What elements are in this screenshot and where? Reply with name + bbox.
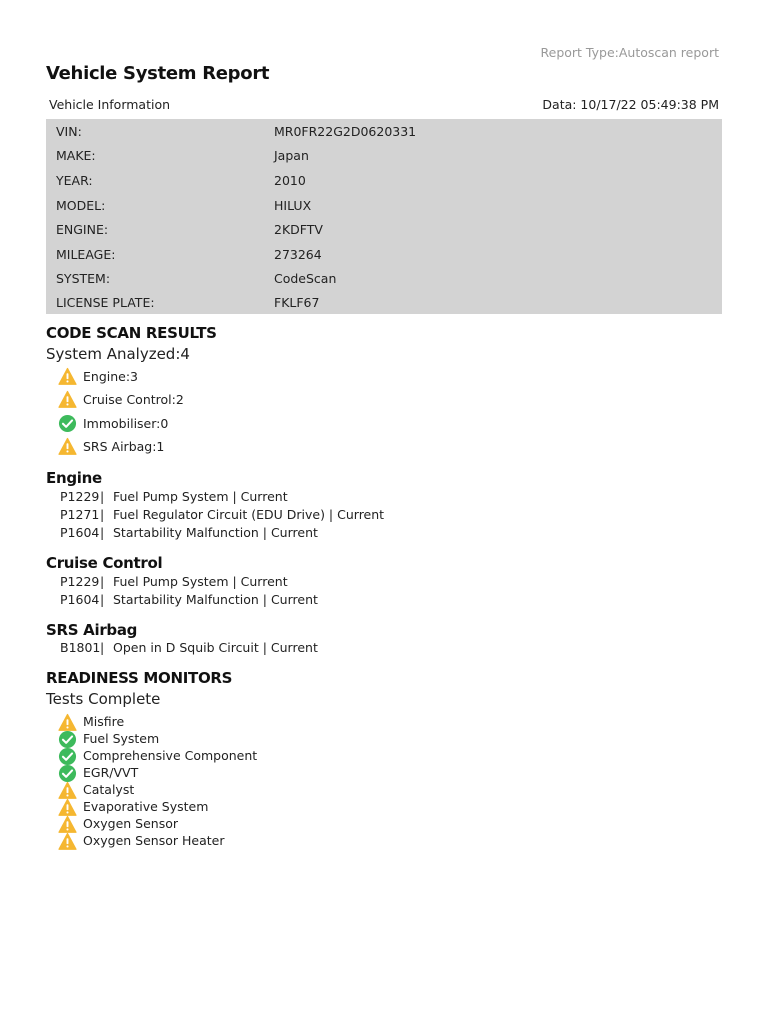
dtc-separator: | [100,489,105,504]
cruise-control-heading: Cruise Control [46,554,163,572]
monitor-label: Comprehensive Component [83,748,258,763]
dtc-row [60,525,318,540]
monitor-label: EGR/VVT [83,765,139,780]
report-date: Data: 10/17/22 05:49:38 PM [542,97,719,112]
monitor-label: Evaporative System [83,799,209,814]
system-status-label: SRS Airbag:1 [83,439,165,454]
dtc-description: Fuel Pump System | Current [113,489,288,504]
dtc-row [60,507,384,522]
dtc-description: Startability Malfunction | Current [113,525,318,540]
monitor-label: Misfire [83,714,125,729]
info-row-system [46,267,722,291]
info-value: 273264 [274,247,322,262]
dtc-code: P1229 [60,574,100,589]
warning-icon [58,437,77,456]
dtc-separator: | [100,574,105,589]
info-value: CodeScan [274,271,337,286]
srs-airbag-heading: SRS Airbag [46,621,138,639]
readiness-heading: READINESS MONITORS [46,669,233,687]
info-row-mileage [46,243,722,267]
dtc-separator: | [100,640,105,655]
info-value: Japan [274,148,309,163]
info-row-year [46,169,722,193]
info-key: ENGINE: [56,222,109,237]
dtc-separator: | [100,507,105,522]
info-key: YEAR: [56,173,93,188]
dtc-separator: | [100,525,105,540]
info-row-model [46,194,722,218]
system-status-label: Immobiliser:0 [83,416,169,431]
dtc-row [60,640,318,655]
engine-heading: Engine [46,469,102,487]
monitor-label: Fuel System [83,731,160,746]
info-row-engine [46,218,722,242]
dtc-row [60,592,318,607]
info-key: MAKE: [56,148,96,163]
info-key: LICENSE PLATE: [56,295,155,310]
dtc-description: Fuel Pump System | Current [113,574,288,589]
warning-icon [58,367,77,386]
monitor-label: Oxygen Sensor Heater [83,833,225,848]
info-row-vin [46,120,722,144]
info-value: 2KDFTV [274,222,323,237]
dtc-code: P1271 [60,507,100,522]
monitor-label: Oxygen Sensor [83,816,179,831]
dtc-code: P1229 [60,489,100,504]
info-value: MR0FR22G2D0620331 [274,124,417,139]
dtc-code: B1801 [60,640,101,655]
warning-icon [58,390,77,409]
check-icon [58,414,77,433]
dtc-description: Fuel Regulator Circuit (EDU Drive) | Current [113,507,385,522]
dtc-code: P1604 [60,592,100,607]
dtc-description: Startability Malfunction | Current [113,592,318,607]
system-status-label: Cruise Control:2 [83,392,184,407]
dtc-code: P1604 [60,525,100,540]
vehicle-info-table [46,119,722,314]
info-key: MODEL: [56,198,106,213]
report-type: Report Type:Autoscan report [540,45,719,60]
dtc-row [60,574,288,589]
monitor-label: Catalyst [83,782,135,797]
info-value: 2010 [274,173,306,188]
warning-icon [58,832,77,851]
dtc-description: Open in D Squib Circuit | Current [113,640,318,655]
info-row-license-plate [46,291,722,315]
info-value: HILUX [274,198,312,213]
tests-complete-label: Tests Complete [46,690,161,708]
dtc-separator: | [100,592,105,607]
code-scan-heading: CODE SCAN RESULTS [46,324,217,342]
dtc-row [60,489,288,504]
info-value: FKLF67 [274,295,320,310]
systems-analyzed: System Analyzed:4 [46,345,190,363]
vehicle-info-label: Vehicle Information [49,97,171,112]
system-status-label: Engine:3 [83,369,139,384]
info-row-make [46,144,722,168]
info-key: VIN: [56,124,82,139]
info-key: MILEAGE: [56,247,116,262]
info-key: SYSTEM: [56,271,111,286]
page-title: Vehicle System Report [46,63,270,84]
